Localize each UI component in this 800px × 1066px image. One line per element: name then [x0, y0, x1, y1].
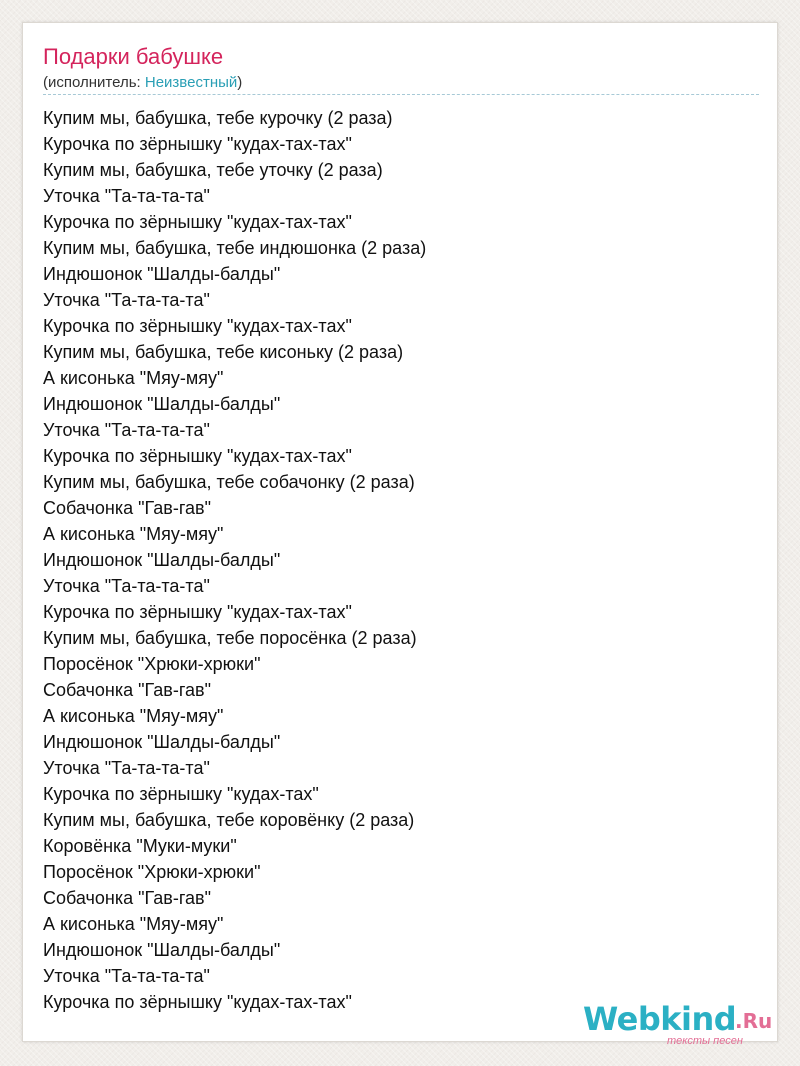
artist-prefix: (исполнитель:: [43, 74, 145, 91]
lyric-line: Курочка по зёрнышку "кудах-тах-тах": [43, 446, 352, 466]
lyric-line: А кисонька "Мяу-мяу": [43, 524, 224, 544]
lyric-line: Уточка "Та-та-та-та": [43, 186, 210, 206]
lyric-line: Купим мы, бабушка, тебе курочку (2 раза): [43, 108, 393, 128]
watermark-brand: Webkind: [583, 1000, 737, 1038]
lyric-line: Уточка "Та-та-та-та": [43, 758, 210, 778]
lyric-line: Купим мы, бабушка, тебе уточку (2 раза): [43, 160, 383, 180]
lyric-line: Собачонка "Гав-гав": [43, 680, 211, 700]
lyric-line: Курочка по зёрнышку "кудах-тах-тах": [43, 134, 352, 154]
lyric-line: Уточка "Та-та-та-та": [43, 966, 210, 986]
lyric-line: Купим мы, бабушка, тебе индюшонка (2 раза): [43, 238, 427, 258]
artist-link[interactable]: Неизвестный: [144, 74, 238, 91]
lyrics-card: [22, 22, 778, 1047]
lyric-line: Купим мы, бабушка, тебе коровёнку (2 раза): [43, 810, 415, 830]
lyric-line: Уточка "Та-та-та-та": [43, 290, 210, 310]
lyric-line: Уточка "Та-та-та-та": [43, 576, 210, 596]
lyric-line: Индюшонок "Шалды-балды": [43, 394, 281, 414]
lyric-line: Индюшонок "Шалды-балды": [43, 732, 281, 752]
lyric-line: А кисонька "Мяу-мяу": [43, 706, 224, 726]
title-divider: [43, 94, 759, 95]
lyric-line: Поросёнок "Хрюки-хрюки": [43, 862, 261, 882]
lyric-line: Курочка по зёрнышку "кудах-тах-тах": [43, 992, 352, 1012]
lyric-line: Уточка "Та-та-та-та": [43, 420, 210, 440]
watermark-tagline: тексты песен: [667, 1035, 743, 1047]
lyrics-list: [43, 105, 426, 1015]
lyric-line: Собачонка "Гав-гав": [43, 498, 211, 518]
lyric-line: Купим мы, бабушка, тебе кисоньку (2 раза): [43, 342, 404, 362]
lyric-line: Индюшонок "Шалды-балды": [43, 264, 281, 284]
lyric-line: Курочка по зёрнышку "кудах-тах": [43, 784, 319, 804]
lyric-line: Собачонка "Гав-гав": [43, 888, 211, 908]
lyric-line: А кисонька "Мяу-мяу": [43, 368, 224, 388]
lyric-line: Курочка по зёрнышку "кудах-тах-тах": [43, 212, 352, 232]
lyric-line: Купим мы, бабушка, тебе собачонку (2 раза): [43, 472, 415, 492]
site-watermark: [583, 999, 783, 1049]
lyric-line: Индюшонок "Шалды-балды": [43, 550, 281, 570]
lyric-line: Купим мы, бабушка, тебе поросёнка (2 раза): [43, 628, 417, 648]
song-title: Подарки бабушке: [43, 44, 224, 69]
lyric-line: А кисонька "Мяу-мяу": [43, 914, 224, 934]
lyric-line: Поросёнок "Хрюки-хрюки": [43, 654, 261, 674]
lyric-line: Курочка по зёрнышку "кудах-тах-тах": [43, 316, 352, 336]
artist-suffix: ): [237, 74, 243, 91]
lyric-line: Индюшонок "Шалды-балды": [43, 940, 281, 960]
lyric-line: Курочка по зёрнышку "кудах-тах-тах": [43, 602, 352, 622]
artist-line: [43, 73, 242, 93]
lyric-line: Коровёнка "Муки-муки": [43, 836, 237, 856]
watermark-suffix: .Ru: [735, 1009, 773, 1033]
